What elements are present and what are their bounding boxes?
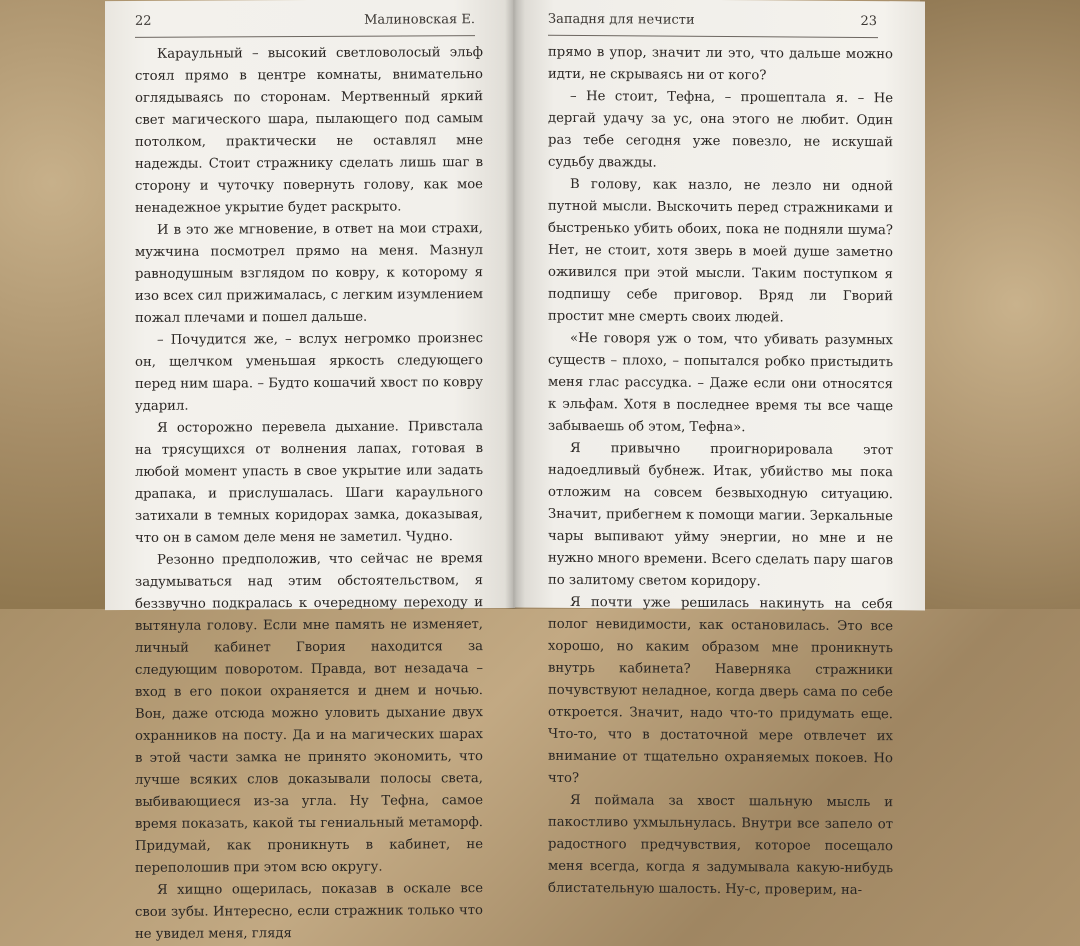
paragraph: Я почти уже решилась накинуть на себя полог невидимости, как остановилась. Это все хорошо, но каким образом мне проникнуть внутрь кабинета? Наверняка стражники почувствуют неладное, когда дверь сама по себе откроется. Значит, надо что-то придумать еще. Что-то, что в достаточной мере отвлечет их внимание от тщательно охраняемых покоев. Но что? xyxy=(548,594,893,787)
table-surface-right xyxy=(920,0,1080,609)
right-page xyxy=(513,0,925,898)
paragraph: Я осторожно перевела дыхание. Привстала на трясущихся от волнения лапах, готовая в любой момент упасть в свое укрытие или задать драпака, и прислушалась. Шаги караульного затихали в темных коридорах замка, доказывая, что он в самом деле меня не заметил. Чудно. xyxy=(135,419,483,546)
left-page-number: 22 xyxy=(135,13,152,29)
right-page-text xyxy=(548,42,893,902)
paragraph: Караульный – высокий светловолосый эльф стоял прямо в центре комнаты, внимательно оглядываясь по сторонам. Мертвенный яркий свет магического шара, пылающего под самым потолком, практически не оставлял мне надежды. Стоит стражнику сделать лишь шаг в сторону и чуточку повернуть голову, как мое ненадежное укрытие будет раскрыто. xyxy=(135,45,483,216)
right-header-rule xyxy=(548,35,878,38)
paragraph: Я поймала за хвост шальную мысль и пакостливо ухмыльнулась. Внутри все запело от радостного предчувствия, которое посещало меня всегда, когда я задумывала какую-нибудь блистательную шалость. Ну-с, проверим, на- xyxy=(548,792,893,898)
right-page-number: 23 xyxy=(860,13,877,30)
paragraph: – Не стоит, Тефна, – прошептала я. – Не дергай удачу за ус, она этого не любит. Один раз тебе сегодня уже повезло, не искушай судьбу дважды. xyxy=(548,88,893,171)
paragraph: Я привычно проигнорировала этот надоедливый бубнеж. Итак, убийство мы пока отложим на совсем безвыходную ситуацию. Значит, прибегнем к помощи магии. Зеркальные чары выпивают уйму энергии, но мне и не нужно много времени. Всего сделать пару шагов по залитому светом коридору. xyxy=(548,440,893,590)
paragraph: «Не говоря уж о том, что убивать разумных существ – плохо, – попытался робко пристыдить меня глас рассудка. – Даже если они относятся к эльфам. Хотя в последнее время ты все чаще забываешь об этом, Тефна». xyxy=(548,330,893,436)
paragraph: – Почудится же, – вслух негромко произнес он, щелчком уменьшая яркость следующего перед ним шара. – Будто кошачий хвост по ковру ударил. xyxy=(135,331,483,414)
paragraph-continuation: прямо в упор, значит ли это, что дальше можно идти, не скрываясь ни от кого? xyxy=(548,44,893,84)
left-header-rule xyxy=(135,35,475,38)
paragraph: Резонно предположив, что сейчас не время задумываться над этим обстоятельством, я беззвучно подкралась к очередному переходу и вытянула голову. Если мне память не изменяет, личный кабинет Гвория находится за следующим поворотом. Правда, вот незадача – вход в его покои охраняется и днем и ночью. Вон, даже отсюда можно уловить дыхание двух охранников на посту. Да и на магических шарах в этой части замка не принято экономить, что лучше всяких слов доказывали полосы света, выбивающиеся из-за угла. Ну Тефна, самое время показать, какой ты гениальный метаморф. Придумай, как проникнуть в кабинет, не переполошив при этом всю округу. xyxy=(135,551,483,876)
right-running-head: Западня для нечисти xyxy=(548,11,695,28)
book-gutter-shadow xyxy=(505,0,525,609)
left-page-text xyxy=(135,42,483,946)
left-page xyxy=(105,0,515,942)
paragraph: Я хищно ощерилась, показав в оскале все свои зубы. Интересно, если стражник только что не увидел меня, глядя xyxy=(135,881,483,942)
left-running-head: Малиновская Е. xyxy=(364,12,475,28)
paragraph: В голову, как назло, не лезло ни одной путной мысли. Выскочить перед стражниками и быстренько убить обоих, пока не подняли шума? Нет, не стоит, хотя зверь в моей душе заметно оживился при этой мысли. Таким поступком я подпишу себе приговор. Вряд ли Гворий простит мне смерть своих людей. xyxy=(548,176,893,326)
paragraph: И в это же мгновение, в ответ на мои страхи, мужчина посмотрел прямо на меня. Мазнул равнодушным взглядом по ковру, к которому я изо всех сил прижималась, с легким изумлением пожал плечами и пошел дальше. xyxy=(135,221,483,326)
